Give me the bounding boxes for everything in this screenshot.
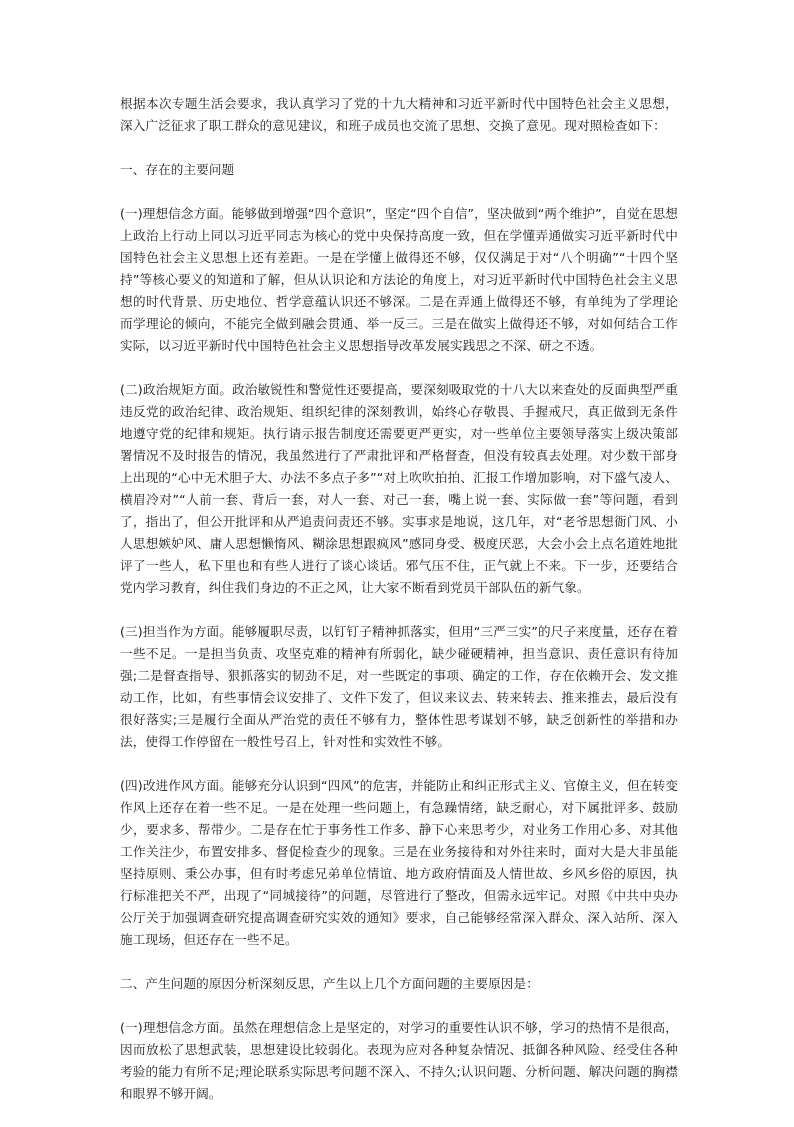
section-heading-problems: 一、存在的主要问题: [120, 162, 235, 177]
paragraph-political-rules: (二)政治规矩方面。政治敏锐性和警觉性还要提高，要深刻吸取党的十八大以来查处的反面典型严重违反党的政治纪律、政治规矩、组织纪律的深刻教训，始终心存敬畏、手握戒尺，真正做到无条件地遵守党的纪律和规矩。执行请示报告制度还需要更严更实，对一些单位主要领导落实上级决策部署情况不及时报告的情况，我虽然进行了严肃批评和严格督查，但没有较真去处理。对少数干部身上出现的“心中无术胆子大、办法不多点子多”“对上吹吹拍拍、汇报工作增加影响，对下盛气凌人、横眉冷对”“人前一套、背后一套，对人一套、对己一套，嘴上说一套、实际做一套”等问题，看到了，指出了，但公开批评和从严追责问责还不够。实事求是地说，这几年，对“老爷思想衙门风、小人思想嫉妒风、庸人思想懒惰风、糊涂思想跟疯风”感同身受、极度厌恶，大会小会上点名道姓地批评了一些人，私下里也和有些人进行了谈心谈话。邪气压不住，正气就上不来。下一步，还要结合党内学习教育，纠住我们身边的不正之风，让大家不断看到党员干部队伍的新气象。: [120, 382, 678, 595]
intro-paragraph: 根据本次专题生活会要求，我认真学习了党的十九大精神和习近平新时代中国特色社会主义思想，深入广泛征求了职工群众的意见建议，和班子成员也交流了思想、交换了意见。现对照检查如下：: [120, 96, 678, 133]
section-heading-causes: 二、产生问题的原因分析深刻反思，产生以上几个方面问题的主要原因是：: [120, 976, 539, 991]
paragraph-responsibility: (三)担当作为方面。能够履职尽责，以钉钉子精神抓落实，但用“三严三实”的尺子来度量，还存在着一些不足。一是担当负责、攻坚克难的精神有所弱化，缺少碰硬精神，担当意识、责任意识有待加强;二是督查指导、狠抓落实的韧劲不足，对一些既定的事项、确定的工作，存在依赖开会、发文推动工作，比如，有些事情会议安排了、文件下发了，但议来议去、转来转去、推来推去，最后没有很好落实;三是履行全面从严治党的责任不够有力，整体性思考谋划不够，缺乏创新性的举措和办法，使得工作停留在一般性号召上，针对性和实效性不够。: [120, 624, 678, 749]
paragraph-ideals-beliefs: (一)理想信念方面。能够做到增强“四个意识”，坚定“四个自信”，坚决做到“两个维护”，自觉在思想上政治上行动上同以习近平同志为核心的党中央保持高度一致，但在学懂弄通做实习近平新时代中国特色社会主义思想上还有差距。一是在学懂上做得还不够，仅仅满足于对“八个明确”“十四个坚持”等核心要义的知道和了解，但从认识论和方法论的角度上，对习近平新时代中国特色社会主义思想的时代背景、历史地位、哲学意蕴认识还不够深。二是在弄通上做得还不够，有单纯为了学理论而学理论的倾向，不能完全做到融会贯通、举一反三。三是在做实上做得还不够，对如何结合工作实际，以习近平新时代中国特色社会主义思想指导改革发展实践思之不深、研之不透。: [120, 206, 678, 353]
document-body: [120, 93, 678, 1127]
paragraph-work-style: (四)改进作风方面。能够充分认识到“四风”的危害，并能防止和纠正形式主义、官僚主义，但在转变作风上还存在着一些不足。一是在处理一些问题上，有急躁情绪，缺乏耐心，对下属批评多、鼓励少，要求多、帮带少。二是存在忙于事务性工作多、静下心来思考少，对业务工作用心多、对其他工作关注少，布置安排多、督促检查少的现象。三是在业务接待和对外往来时，面对大是大非虽能坚持原则、秉公办事，但有时考虑兄弟单位情谊、地方政府情面及人情世故、乡风乡俗的原因，执行标准把关不严，出现了“同城接待”的问题，尽管进行了整改，但需永远牢记。对照《中共中央办公厅关于加强调查研究提高调查研究实效的通知》要求，自己能够经常深入群众、深入站所、深入施工现场，但还存在一些不足。: [120, 778, 678, 947]
paragraph-causes-ideals: (一)理想信念方面。虽然在理想信念上是坚定的，对学习的重要性认识不够，学习的热情不是很高，因而放松了思想武装，思想建设比较弱化。表现为应对各种复杂情况、抵御各种风险、经受住各种考验的能力有所不足;理论联系实际思考问题不深入、不持久;认识问题、分析问题、解决问题的胸襟和眼界不够开阔。: [120, 1020, 678, 1101]
